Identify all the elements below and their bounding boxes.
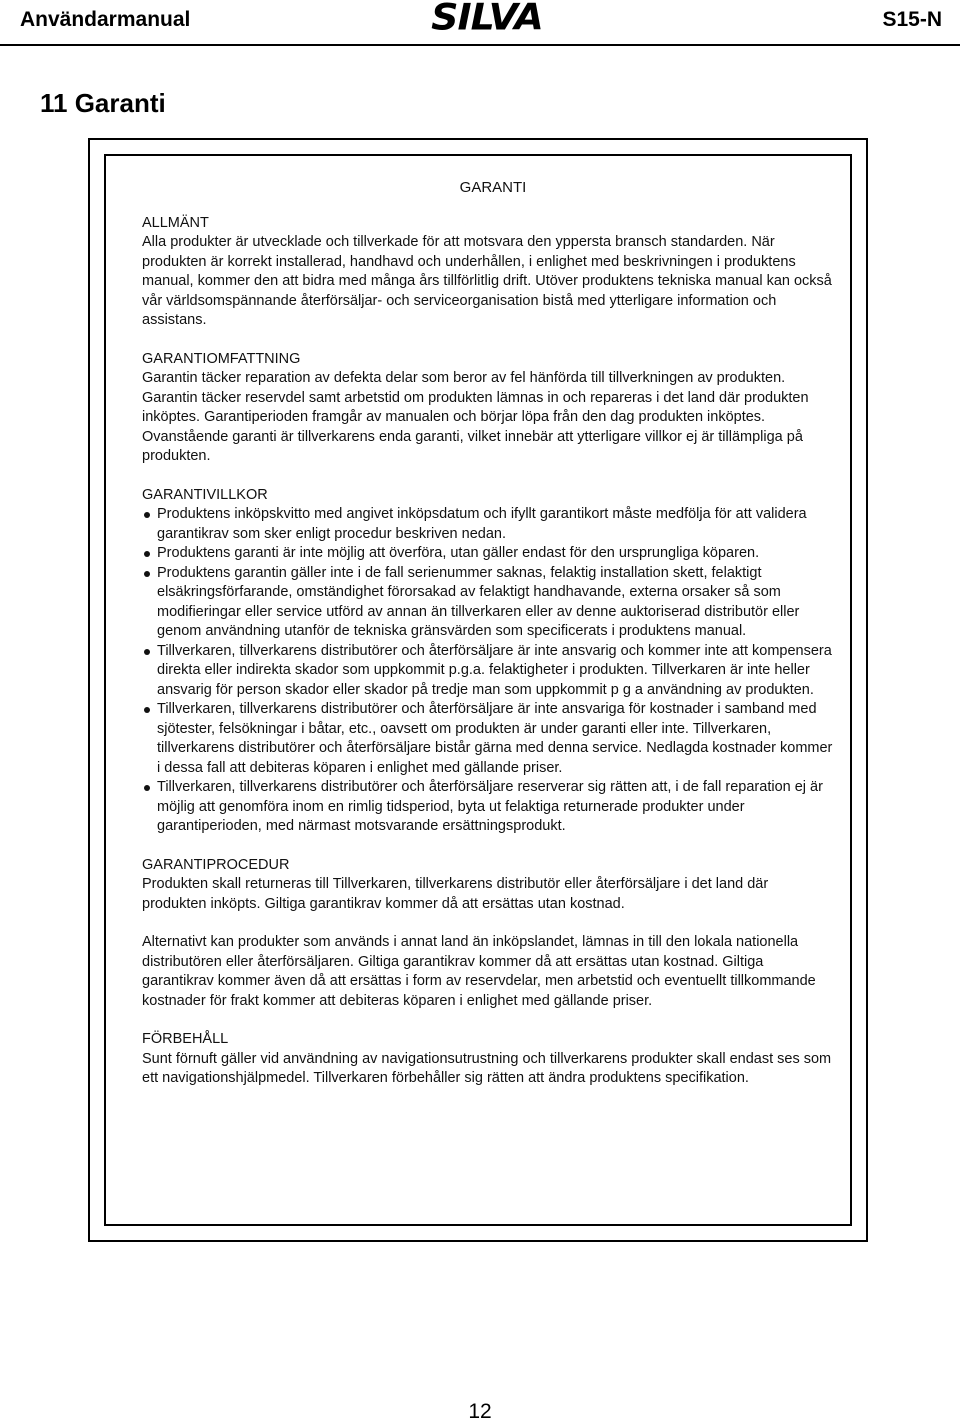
section-heading: GARANTIVILLKOR bbox=[142, 486, 268, 503]
manual-title: Användarmanual bbox=[20, 8, 191, 31]
section-heading: FÖRBEHÅLL bbox=[142, 1031, 229, 1047]
section-heading: GARANTIPROCEDUR bbox=[142, 856, 290, 873]
warranty-frame bbox=[88, 138, 868, 1242]
section-paragraph: Sunt förnuft gäller vid användning av navigationsutrustning och tillverkarens produkter skall endast ses som ett navigationshjälpmedel. Tillverkaren förbehåller sig rätten att ändra produktens specifikation. bbox=[142, 1050, 832, 1086]
section-paragraph: Alternativt kan produkter som används i annat land än inköpslandet, lämnas in till den lokala nationella distributören eller återförsäljaren. Giltiga garantikrav kommer då att ersättas utan kostnad. Giltiga garantikrav kommer även då att ersättas i form av reservdelar, men arbetstid och eventuellt tillkommande kostnader för frakt kommer att debiteras köparen i enlighet med gällande priser. bbox=[142, 934, 816, 1009]
condition-item: Tillverkaren, tillverkarens distributörer och återförsäljare reserverar sig rätten att, i de fall reparation ej är möjlig att genomföra inom en rimlig tidsperiod, byta ut felaktiga returnerade produkter under garantiperioden, med närmast motsvarande ersättningsprodukt. bbox=[142, 778, 834, 837]
section-heading: GARANTIOMFATTNING bbox=[142, 350, 301, 367]
warranty-section bbox=[142, 214, 834, 331]
warranty-section bbox=[142, 856, 834, 1012]
section-paragraph: Produkten skall returneras till Tillverkaren, tillverkarens distributör eller återförsäljare i det land där produkten inköpts. Giltiga garantikrav kommer då att ersättas utan kostnad. bbox=[142, 876, 769, 912]
condition-list bbox=[142, 505, 834, 837]
page-header bbox=[0, 0, 960, 46]
condition-item: Produktens garanti är inte möjlig att överföra, utan gäller endast för den ursprungliga köparen. bbox=[142, 544, 834, 564]
section-paragraph: Alla produkter är utvecklade och tillverkade för att motsvara den yppersta bransch standarden. När produkten är korrekt installerad, handhavd och underhållen, i enlighet med beskrivningen i produktens manual, kommer den att bidra med många års tillförlitlig drift. Utöver produktens tekniska manual kan också vår världsomspännande återförsäljar- och serviceorganisation bistå med ytterligare information och assistans. bbox=[142, 234, 832, 328]
warranty-section bbox=[142, 486, 834, 837]
model-name: S15-N bbox=[882, 8, 942, 31]
section-paragraph: Garantin täcker reparation av defekta delar som beror av fel hänförda till tillverkningen av produkten. Garantin täcker reservdel samt arbetstid om produkten lämnas in och repareras i det land där produkten inköptes. Garantiperioden framgår av manualen och börjar löpa från den dag produkten inköptes. Ovanstående garanti är tillverkarens enda garanti, vilket innebär att ytterligare villkor ej är tillämpliga på produkten. bbox=[142, 370, 809, 464]
condition-item: Tillverkaren, tillverkarens distributörer och återförsäljare är inte ansvarig och kommer inte att kompensera direkta eller indirekta skador som uppkommit p.g.a. felaktigheter i produkten. Tillverkaren är inte heller ansvarig för person skador eller skador på tredje man som uppkommit p g a användning av produkten. bbox=[142, 642, 834, 701]
warranty-section bbox=[142, 350, 834, 467]
condition-item: Tillverkaren, tillverkarens distributörer och återförsäljare är inte ansvariga för kostnader i samband med sjötester, felsökningar i båtar, etc., oavsett om produkten är under garanti eller inte. Tillverkaren, tillverkarens distributörer och återförsäljare bistår gärna med denna service. Nedlagda kostnader kommer i dessa fall att debiteras köparen i enlighet med gällande priser. bbox=[142, 700, 834, 778]
warranty-title: GARANTI bbox=[459, 179, 527, 196]
svg-text:SILVA: SILVA bbox=[431, 0, 543, 36]
condition-item: Produktens garantin gäller inte i de fall serienummer saknas, felaktig installation skett, felaktigt elsäkringsförfarande, omständighet förorsakad av felaktigt handhavande, externa orsaker så som modifieringar eller service utförd av annan än tillverkaren eller av denne auktoriserad distributör eller genom användning utanför de tekniska gränsvärden som specificerats i produktens manual. bbox=[142, 564, 834, 642]
section-heading: ALLMÄNT bbox=[142, 214, 209, 231]
warranty-document bbox=[142, 178, 834, 1108]
warranty-section bbox=[142, 1030, 834, 1089]
condition-item: Produktens inköpskvitto med angivet inköpsdatum och ifyllt garantikort måste medfölja för att validera garantikrav som sker enligt procedur beskriven nedan. bbox=[142, 505, 834, 544]
section-title: 11 Garanti bbox=[40, 88, 166, 118]
silva-logo bbox=[410, 0, 565, 36]
page-number: 12 bbox=[468, 1400, 492, 1423]
